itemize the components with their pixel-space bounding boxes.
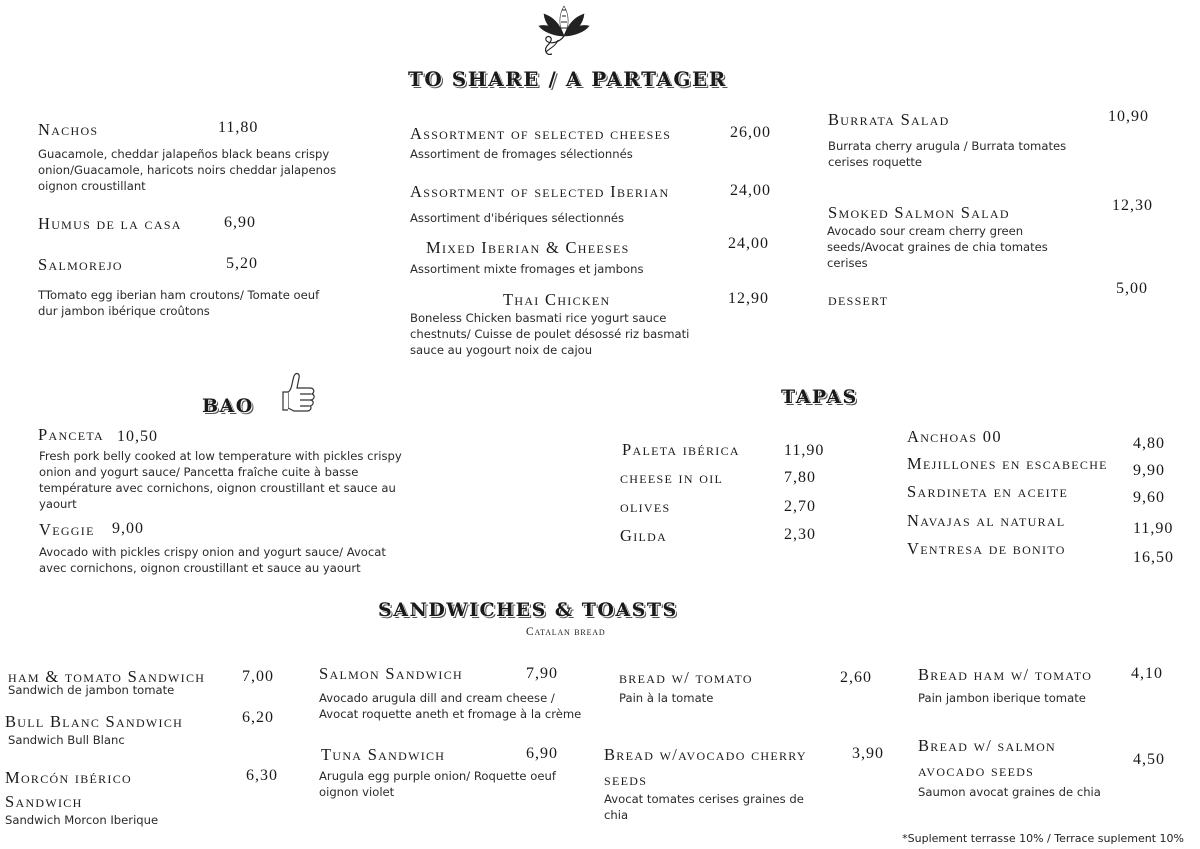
tapas-item-price: 2,30 [784, 526, 816, 543]
tapas-item-price: 9,90 [1133, 462, 1165, 479]
item-ham-tomato-price: 7,00 [242, 668, 274, 685]
item-salmon-sandwich-desc: Avocado arugula dill and cream cheese / Avocat roquette aneth et fromage à la crème [319, 691, 582, 721]
item-salmorejo-desc: TTomato egg iberian ham croutons/ Tomate oeuf dur jambon ibérique croûtons [38, 288, 320, 318]
item-bread-avocado-name-line1: Bread w/avocado cherry [604, 745, 807, 764]
item-veggie-price: 9,00 [112, 520, 144, 537]
item-panceta-name: Panceta [38, 425, 104, 444]
item-iberian-price: 24,00 [730, 182, 771, 199]
share-section-title: TO SHARE / A PARTAGER [408, 67, 727, 91]
tapas-item-name: Mejillones en escabeche [907, 454, 1108, 473]
item-bread-ham-name: Bread ham w/ tomato [918, 665, 1093, 684]
item-thai-name: Thai Chicken [503, 290, 611, 309]
item-salmon-sandwich-name: Salmon Sandwich [319, 664, 463, 683]
item-ham-tomato-desc: Sandwich de jambon tomate [8, 683, 175, 697]
item-bull-blanc-desc: Sandwich Bull Blanc [8, 733, 125, 747]
tapas-item-name: Ventresa de bonito [907, 539, 1066, 558]
item-humus-price: 6,90 [224, 214, 256, 231]
item-bull-blanc-name: Bull Blanc Sandwich [5, 712, 184, 731]
item-bread-avocado-name-line2: seeds [604, 770, 648, 789]
tapas-item-price: 11,90 [784, 442, 825, 459]
item-dessert-price: 5,00 [1116, 280, 1148, 297]
item-salmon-salad-price: 12,30 [1112, 197, 1153, 214]
tapas-item-name: Paleta ibérica [622, 440, 740, 459]
tapas-item-name: Anchoas 00 [907, 427, 1002, 446]
item-bread-salmon-name-line2: avocado seeds [918, 761, 1035, 780]
item-dessert-name: dessert [828, 290, 889, 309]
item-thai-desc: Boneless Chicken basmati rice yogurt sauce chestnuts/ Cuisse de poulet désossé riz basmati sauce au yogourt noix de cajou [410, 311, 690, 357]
item-salmon-salad-desc: Avocado sour cream cherry green seeds/Avocat graines de chia tomates cerises [827, 224, 1048, 270]
item-mixed-price: 24,00 [728, 235, 769, 252]
item-tuna-sandwich-price: 6,90 [526, 745, 558, 762]
tapas-item-name: olives [620, 497, 671, 516]
item-mixed-name: Mixed Iberian & Cheeses [426, 238, 630, 257]
item-nachos-desc: Guacamole, cheddar jalapeños black beans crispy onion/Guacamole, haricots noirs cheddar jalapenos oignon croustillant [38, 147, 337, 193]
item-bread-ham-desc: Pain jambon iberique tomate [918, 691, 1086, 705]
item-humus-name: Humus de la casa [38, 214, 182, 233]
item-burrata-desc: Burrata cherry arugula / Burrata tomates cerises roquette [828, 139, 1067, 169]
item-cheeses-desc: Assortiment de fromages sélectionnés [410, 147, 633, 161]
tapas-item-price: 7,80 [784, 469, 816, 486]
item-bread-salmon-desc: Saumon avocat graines de chia [918, 785, 1101, 799]
tapas-item-name: Navajas al natural [907, 511, 1066, 530]
item-burrata-price: 10,90 [1108, 108, 1149, 125]
item-tuna-sandwich-name: Tuna Sandwich [321, 745, 446, 764]
item-nachos-name: Nachos [38, 120, 99, 139]
item-bread-tomato-name: bread w/ tomato [619, 668, 753, 687]
item-salmon-salad-name: Smoked Salmon Salad [828, 203, 1010, 222]
item-veggie-name: Veggie [39, 520, 95, 539]
tapas-item-name: Sardineta en aceite [907, 482, 1069, 501]
item-cheeses-price: 26,00 [730, 124, 771, 141]
tapas-item-price: 11,90 [1133, 520, 1174, 537]
item-iberian-desc: Assortiment d'ibériques sélectionnés [410, 211, 625, 225]
item-thai-price: 12,90 [728, 290, 769, 307]
item-bread-avocado-desc: Avocat tomates cerises graines de chia [604, 792, 804, 822]
item-morcon-name-line1: Morcón ibérico [5, 768, 133, 787]
item-ham-tomato-name: ham & tomato Sandwich [8, 667, 206, 686]
item-bread-tomato-price: 2,60 [840, 669, 872, 686]
tapas-item-price: 16,50 [1133, 549, 1174, 566]
item-salmorejo-price: 5,20 [226, 255, 258, 272]
item-morcon-price: 6,30 [246, 767, 278, 784]
item-bread-ham-price: 4,10 [1131, 665, 1163, 682]
item-burrata-name: Burrata Salad [828, 110, 950, 129]
item-morcon-desc: Sandwich Morcon Iberique [5, 813, 159, 827]
tapas-item-name: cheese in oil [620, 468, 724, 487]
item-veggie-desc: Avocado with pickles crispy onion and yogurt sauce/ Avocat avec cornichons, oignon croustillant et sauce au yaourt [39, 545, 386, 575]
item-cheeses-name: Assortment of selected cheeses [410, 124, 672, 143]
thumbs-up-hand-icon [280, 370, 320, 418]
tapas-item-price: 9,60 [1133, 489, 1165, 506]
item-salmon-sandwich-price: 7,90 [526, 665, 558, 682]
sandwiches-section-title: SANDWICHES & TOASTS [378, 599, 678, 621]
sandwiches-subtitle: Catalan bread [526, 626, 606, 638]
item-salmorejo-name: Salmorejo [38, 255, 123, 274]
item-bread-avocado-price: 3,90 [852, 745, 884, 762]
item-iberian-name: Assortment of selected Iberian [410, 182, 670, 201]
item-tuna-sandwich-desc: Arugula egg purple onion/ Roquette oeuf oignon violet [319, 769, 556, 799]
item-bread-salmon-price: 4,50 [1133, 751, 1165, 768]
item-mixed-desc: Assortiment mixte fromages et jambons [410, 262, 644, 276]
tapas-section-title: TAPAS [781, 386, 858, 408]
item-morcon-name-line2: Sandwich [5, 792, 83, 811]
terrace-supplement-note: *Suplement terrasse 10% / Terrace suplement 10% [902, 832, 1184, 845]
item-nachos-price: 11,80 [218, 119, 259, 136]
item-bread-salmon-name-line1: Bread w/ salmon [918, 736, 1057, 755]
item-bull-blanc-price: 6,20 [242, 709, 274, 726]
bao-section-title: BAO [202, 395, 254, 417]
tapas-item-price: 2,70 [784, 498, 816, 515]
item-bread-tomato-desc: Pain à la tomate [619, 691, 714, 705]
item-panceta-price: 10,50 [117, 428, 158, 445]
lotus-flower-icon [538, 2, 590, 62]
item-panceta-desc: Fresh pork belly cooked at low temperature with pickles crispy onion and yogurt sauce/ Pancetta fraîche cuite à basse température avec cornichons, oignon croustillant et sauce au yaourt [39, 449, 402, 511]
tapas-item-price: 4,80 [1133, 435, 1165, 452]
tapas-item-name: Gilda [620, 526, 668, 545]
